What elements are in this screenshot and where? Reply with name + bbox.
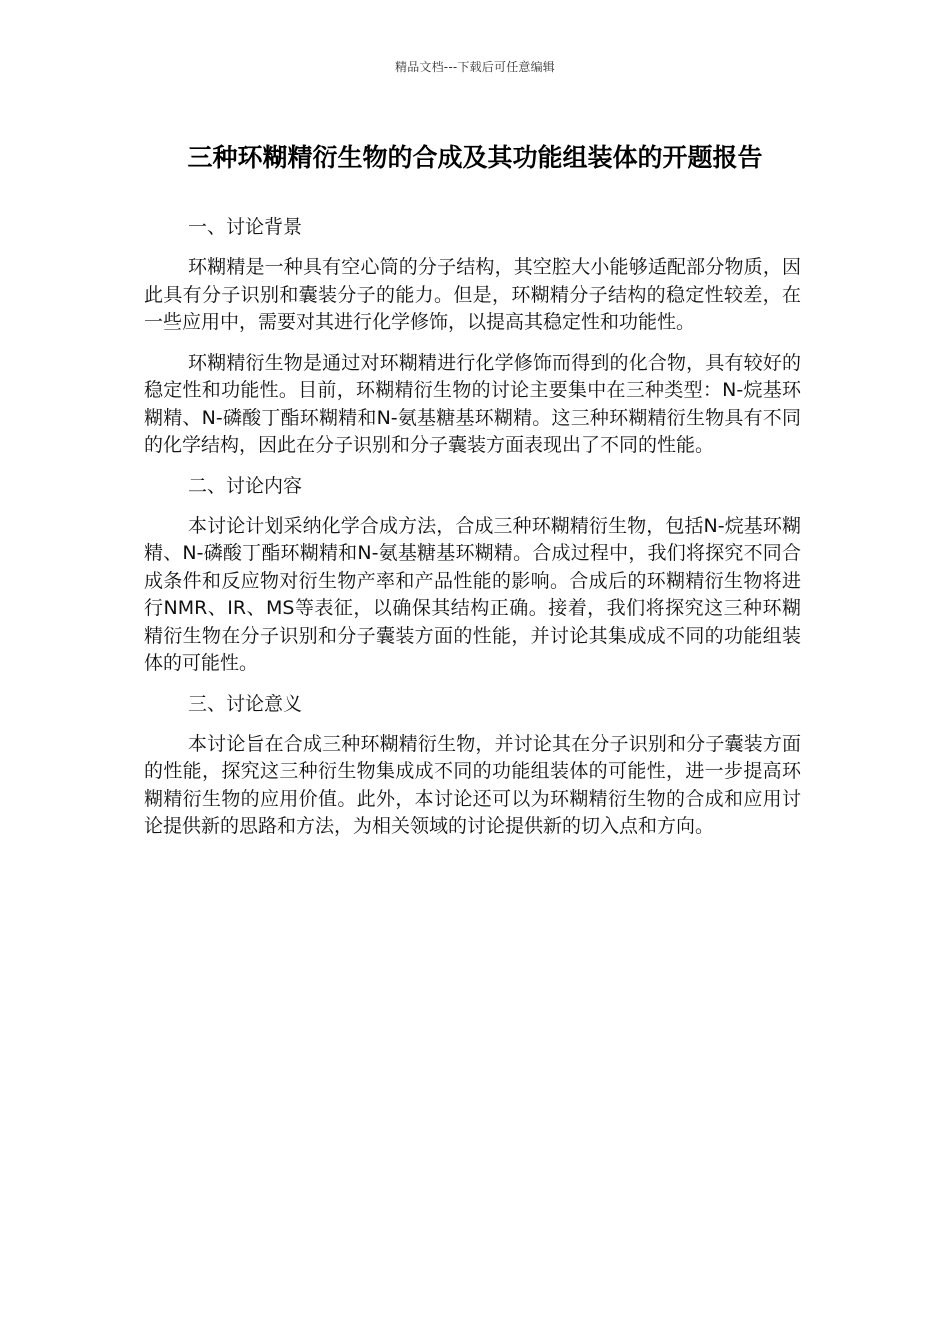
document-title: 三种环糊精衍生物的合成及其功能组装体的开题报告 bbox=[187, 143, 763, 172]
section-significance bbox=[144, 691, 801, 841]
paragraph: 环糊精是一种具有空心筒的分子结构，其空腔大小能够适配部分物质，因此具有分子识别和囊装分子的能力。但是，环糊精分子结构的稳定性较差，在一些应用中，需要对其进行化学修饰，以提高其稳定性和功能性。 bbox=[144, 256, 801, 333]
document-body bbox=[144, 214, 801, 854]
section-heading: 一、讨论背景 bbox=[188, 216, 303, 238]
paragraph: 环糊精衍生物是通过对环糊精进行化学修饰而得到的化合物，具有较好的稳定性和功能性。目前，环糊精衍生物的讨论主要集中在三种类型：N-烷基环糊精、N-磷酸丁酯环糊精和N-氨基糖基环糊精。这三种环糊精衍生物具有不同的化学结构，因此在分子识别和分子囊装方面表现出了不同的性能。 bbox=[144, 351, 801, 456]
section-heading: 二、讨论内容 bbox=[188, 474, 303, 497]
paragraph: 本讨论旨在合成三种环糊精衍生物，并讨论其在分子识别和分子囊装方面的性能，探究这三种衍生物集成成不同的功能组装体的可能性，进一步提高环糊精衍生物的应用价值。此外，本讨论还可以为环糊精衍生物的合成和应用讨论提供新的思路和方法，为相关领域的讨论提供新的切入点和方向。 bbox=[144, 732, 801, 837]
page-header: 精品文档---下载后可任意编辑 bbox=[395, 60, 555, 74]
section-content bbox=[144, 473, 801, 678]
section-heading: 三、讨论意义 bbox=[188, 692, 303, 715]
paragraph: 本讨论计划采纳化学合成方法，合成三种环糊精衍生物，包括N-烷基环糊精、N-磷酸丁酯环糊精和N-氨基糖基环糊精。合成过程中，我们将探究不同合成条件和反应物对衍生物产率和产品性能的影响。合成后的环糊精衍生物将进行NMR、IR、MS等表征，以确保其结构正确。接着，我们将探究这三种环糊精衍生物在分子识别和分子囊装方面的性能，并讨论其集成成不同的功能组装体的可能性。 bbox=[144, 514, 801, 674]
section-background bbox=[144, 214, 801, 460]
